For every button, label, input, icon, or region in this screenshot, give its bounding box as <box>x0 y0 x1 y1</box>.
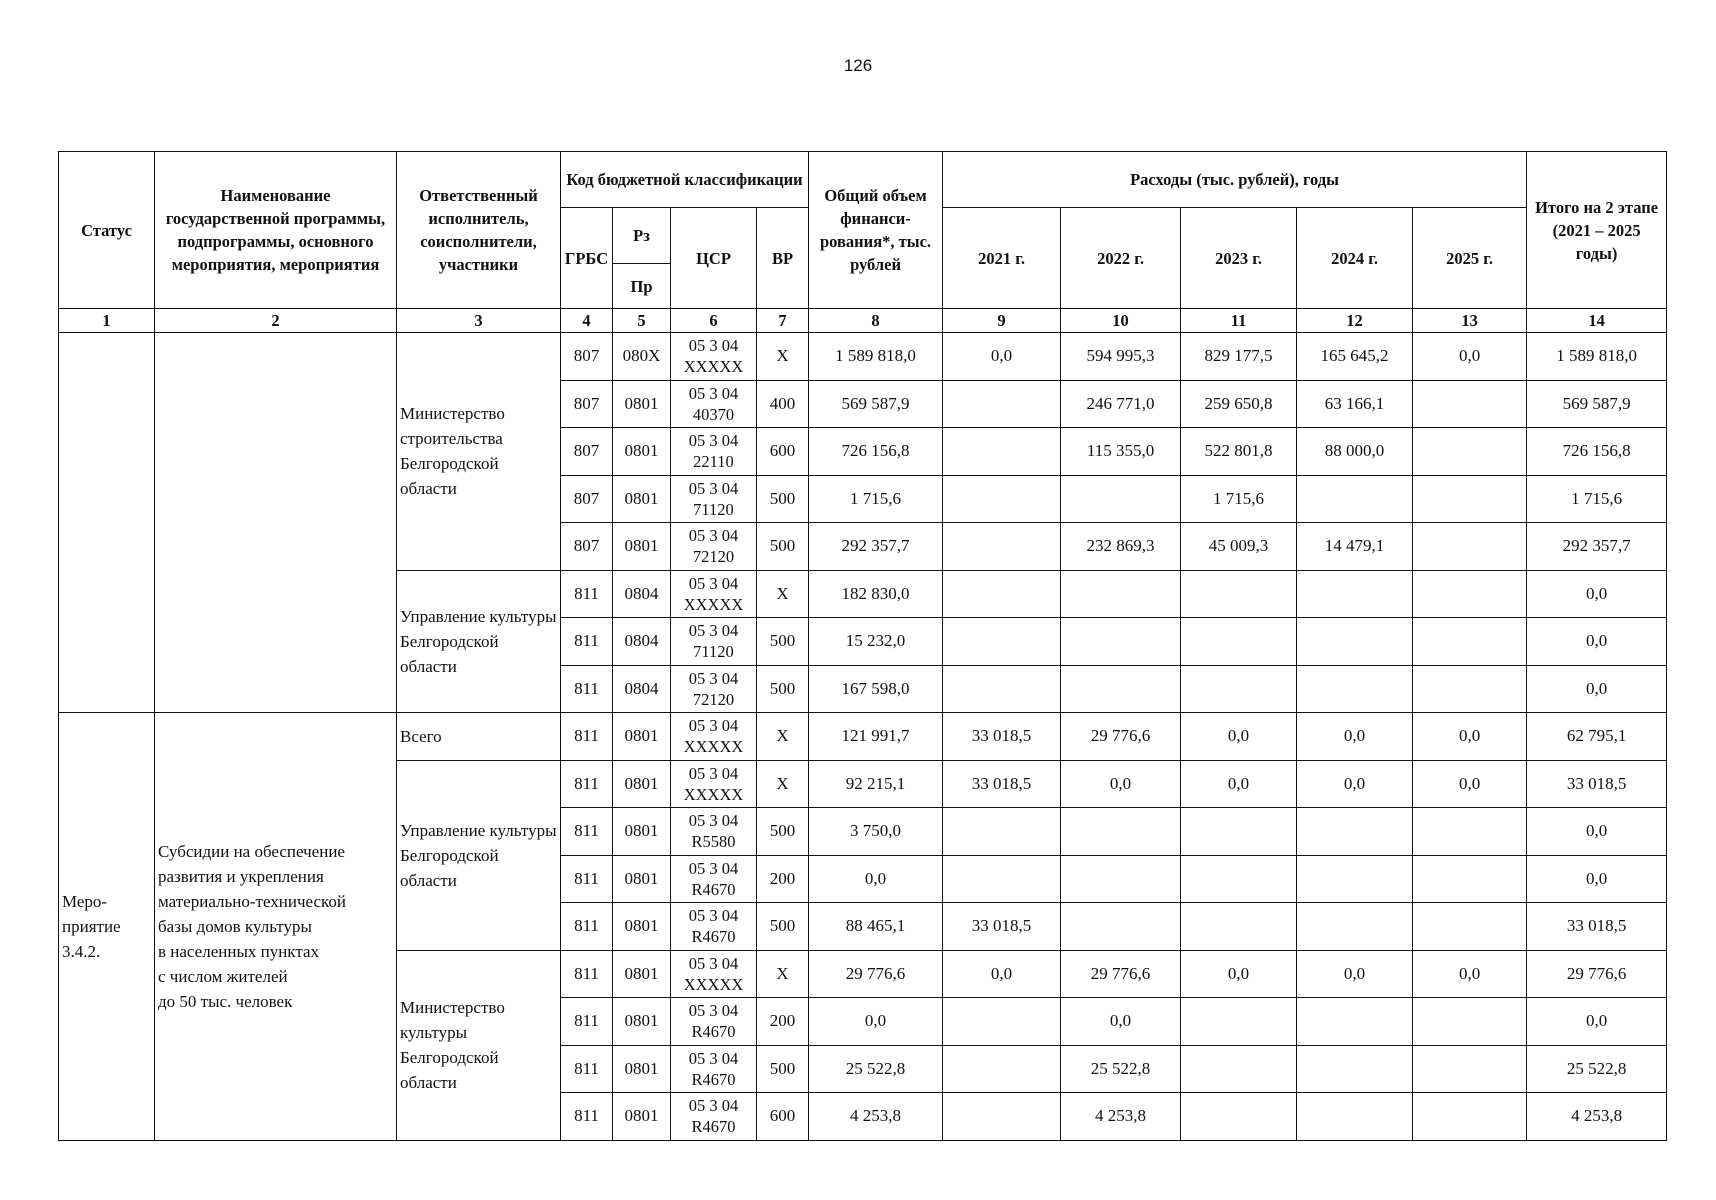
total-cell: 1 589 818,0 <box>809 333 943 381</box>
stage-cell: 0,0 <box>1527 618 1667 666</box>
y2024-cell <box>1297 903 1413 951</box>
y2024-cell <box>1297 998 1413 1046</box>
grbs-cell: 811 <box>561 808 613 856</box>
csr-cell <box>671 1045 757 1093</box>
csr-line2: R4670 <box>691 1117 736 1137</box>
y2025-cell <box>1413 665 1527 713</box>
csr-cell <box>671 903 757 951</box>
column-number: 5 <box>613 309 671 333</box>
csr-line2: 72120 <box>692 547 735 567</box>
y2025-cell <box>1413 1093 1527 1141</box>
rzpr-cell: 0801 <box>613 808 671 856</box>
stage-cell: 4 253,8 <box>1527 1093 1667 1141</box>
column-number: 11 <box>1181 309 1297 333</box>
y2025-cell: 0,0 <box>1413 760 1527 808</box>
status-cell: Меро- приятие 3.4.2. <box>59 713 155 1141</box>
rzpr-cell: 0801 <box>613 713 671 761</box>
y2025-cell <box>1413 523 1527 571</box>
csr-cell <box>671 380 757 428</box>
csr-line1: 05 3 04 <box>688 336 739 356</box>
rzpr-cell: 0804 <box>613 665 671 713</box>
header-csr: ЦСР <box>671 208 757 309</box>
csr-cell <box>671 618 757 666</box>
csr-line1: 05 3 04 <box>688 811 739 831</box>
y2023-cell <box>1181 1093 1297 1141</box>
csr-line2: XXXXX <box>683 357 744 377</box>
grbs-cell: 807 <box>561 475 613 523</box>
y2021-cell <box>943 665 1061 713</box>
y2024-cell: 0,0 <box>1297 760 1413 808</box>
grbs-cell: 811 <box>561 1045 613 1093</box>
total-cell: 92 215,1 <box>809 760 943 808</box>
csr-line2: R4670 <box>691 1022 736 1042</box>
rzpr-cell: 0801 <box>613 380 671 428</box>
vr-cell: 500 <box>757 1045 809 1093</box>
csr-cell <box>671 855 757 903</box>
column-numbers-row <box>59 309 1667 333</box>
y2023-cell: 45 009,3 <box>1181 523 1297 571</box>
header-year-2023: 2023 г. <box>1181 208 1297 309</box>
y2025-cell: 0,0 <box>1413 333 1527 381</box>
y2022-cell: 594 995,3 <box>1061 333 1181 381</box>
vr-cell: 500 <box>757 665 809 713</box>
y2025-cell <box>1413 1045 1527 1093</box>
column-number: 9 <box>943 309 1061 333</box>
column-number: 4 <box>561 309 613 333</box>
total-cell: 0,0 <box>809 855 943 903</box>
y2021-cell: 0,0 <box>943 950 1061 998</box>
y2023-cell <box>1181 903 1297 951</box>
total-cell: 29 776,6 <box>809 950 943 998</box>
csr-cell <box>671 1093 757 1141</box>
y2023-cell: 0,0 <box>1181 713 1297 761</box>
total-cell: 1 715,6 <box>809 475 943 523</box>
total-cell: 4 253,8 <box>809 1093 943 1141</box>
rzpr-cell: 0801 <box>613 903 671 951</box>
grbs-cell: 807 <box>561 428 613 476</box>
y2022-cell: 4 253,8 <box>1061 1093 1181 1141</box>
y2022-cell <box>1061 903 1181 951</box>
y2024-cell <box>1297 808 1413 856</box>
header-executor: Ответственный исполнитель, соисполнители, участники <box>397 152 561 309</box>
grbs-cell: 811 <box>561 665 613 713</box>
csr-line2: XXXXX <box>683 594 744 614</box>
y2021-cell <box>943 808 1061 856</box>
stage-cell: 33 018,5 <box>1527 760 1667 808</box>
y2023-cell <box>1181 665 1297 713</box>
y2023-cell: 259 650,8 <box>1181 380 1297 428</box>
csr-cell <box>671 475 757 523</box>
csr-line1: 05 3 04 <box>688 953 739 973</box>
y2024-cell: 0,0 <box>1297 713 1413 761</box>
y2022-cell: 0,0 <box>1061 998 1181 1046</box>
csr-cell <box>671 333 757 381</box>
table-row <box>59 713 1667 761</box>
csr-line2: XXXXX <box>683 974 744 994</box>
stage-cell: 0,0 <box>1527 998 1667 1046</box>
y2025-cell: 0,0 <box>1413 950 1527 998</box>
stage-cell: 33 018,5 <box>1527 903 1667 951</box>
vr-cell: 500 <box>757 903 809 951</box>
rzpr-cell: 0801 <box>613 998 671 1046</box>
header-rz: Рз <box>613 208 671 264</box>
y2024-cell <box>1297 665 1413 713</box>
total-cell: 121 991,7 <box>809 713 943 761</box>
y2023-cell: 1 715,6 <box>1181 475 1297 523</box>
header-year-2021: 2021 г. <box>943 208 1061 309</box>
page-number: 126 <box>843 56 873 75</box>
y2025-cell <box>1413 475 1527 523</box>
csr-cell <box>671 665 757 713</box>
y2025-cell <box>1413 380 1527 428</box>
y2022-cell: 232 869,3 <box>1061 523 1181 571</box>
header-year-2024: 2024 г. <box>1297 208 1413 309</box>
y2021-cell <box>943 998 1061 1046</box>
total-cell: 15 232,0 <box>809 618 943 666</box>
csr-line1: 05 3 04 <box>688 906 739 926</box>
y2024-cell: 14 479,1 <box>1297 523 1413 571</box>
total-cell: 0,0 <box>809 998 943 1046</box>
csr-cell <box>671 570 757 618</box>
y2025-cell <box>1413 903 1527 951</box>
rzpr-cell: 0801 <box>613 475 671 523</box>
total-cell: 25 522,8 <box>809 1045 943 1093</box>
y2023-cell <box>1181 570 1297 618</box>
rzpr-cell: 0801 <box>613 523 671 571</box>
csr-line2: R4670 <box>691 927 736 947</box>
csr-line1: 05 3 04 <box>688 1048 739 1068</box>
csr-cell <box>671 950 757 998</box>
y2023-cell <box>1181 618 1297 666</box>
total-cell: 569 587,9 <box>809 380 943 428</box>
y2023-cell: 829 177,5 <box>1181 333 1297 381</box>
csr-cell <box>671 808 757 856</box>
grbs-cell: 811 <box>561 570 613 618</box>
header-budget-code: Код бюджетной классификации <box>561 152 809 208</box>
stage-cell: 0,0 <box>1527 808 1667 856</box>
y2021-cell <box>943 380 1061 428</box>
y2021-cell <box>943 618 1061 666</box>
csr-line2: XXXXX <box>683 784 744 804</box>
csr-line2: R4670 <box>691 1069 736 1089</box>
executor-cell: Министерство строительства Белгородской области <box>397 333 561 571</box>
y2023-cell <box>1181 1045 1297 1093</box>
stage-cell: 1 715,6 <box>1527 475 1667 523</box>
stage-cell: 292 357,7 <box>1527 523 1667 571</box>
vr-cell: X <box>757 333 809 381</box>
csr-line1: 05 3 04 <box>688 858 739 878</box>
y2022-cell: 29 776,6 <box>1061 713 1181 761</box>
vr-cell: 400 <box>757 380 809 428</box>
csr-line1: 05 3 04 <box>688 383 739 403</box>
csr-line2: 71120 <box>693 499 734 519</box>
name-cell-empty <box>155 333 397 713</box>
column-number: 7 <box>757 309 809 333</box>
header-pr: Пр <box>613 264 671 309</box>
csr-cell <box>671 998 757 1046</box>
csr-line1: 05 3 04 <box>688 431 739 451</box>
y2022-cell <box>1061 618 1181 666</box>
vr-cell: X <box>757 570 809 618</box>
y2025-cell <box>1413 855 1527 903</box>
executor-cell: Министерство культуры Белгородской области <box>397 950 561 1140</box>
vr-cell: X <box>757 713 809 761</box>
y2022-cell <box>1061 475 1181 523</box>
rzpr-cell: 0801 <box>613 760 671 808</box>
executor-cell: Управление культуры Белгородской области <box>397 570 561 713</box>
grbs-cell: 811 <box>561 998 613 1046</box>
rzpr-cell: 0801 <box>613 428 671 476</box>
y2022-cell: 0,0 <box>1061 760 1181 808</box>
activity-name-cell: Субсидии на обеспечение развития и укрепления материально-технической базы домов культуры в населенных пунктах с числом жителей до 50 тыс. человек <box>155 713 397 1141</box>
column-number: 2 <box>155 309 397 333</box>
total-cell: 88 465,1 <box>809 903 943 951</box>
csr-line1: 05 3 04 <box>688 668 739 688</box>
vr-cell: 500 <box>757 475 809 523</box>
table-row <box>59 333 1667 381</box>
grbs-cell: 811 <box>561 1093 613 1141</box>
grbs-cell: 811 <box>561 903 613 951</box>
y2022-cell: 115 355,0 <box>1061 428 1181 476</box>
y2025-cell <box>1413 808 1527 856</box>
y2025-cell <box>1413 570 1527 618</box>
y2021-cell <box>943 1093 1061 1141</box>
grbs-cell: 807 <box>561 333 613 381</box>
y2021-cell: 33 018,5 <box>943 760 1061 808</box>
rzpr-cell: 080X <box>613 333 671 381</box>
csr-line2: R5580 <box>691 832 736 852</box>
header-grbs: ГРБС <box>561 208 613 309</box>
stage-cell: 1 589 818,0 <box>1527 333 1667 381</box>
rzpr-cell: 0804 <box>613 618 671 666</box>
column-number: 8 <box>809 309 943 333</box>
y2024-cell <box>1297 475 1413 523</box>
y2022-cell <box>1061 808 1181 856</box>
csr-cell <box>671 760 757 808</box>
column-number: 13 <box>1413 309 1527 333</box>
csr-line1: 05 3 04 <box>688 716 739 736</box>
vr-cell: 200 <box>757 855 809 903</box>
budget-table <box>58 151 1667 1141</box>
y2023-cell <box>1181 808 1297 856</box>
csr-cell <box>671 428 757 476</box>
csr-line1: 05 3 04 <box>688 1096 739 1116</box>
y2023-cell: 0,0 <box>1181 760 1297 808</box>
total-cell: 182 830,0 <box>809 570 943 618</box>
rzpr-cell: 0801 <box>613 950 671 998</box>
total-cell: 292 357,7 <box>809 523 943 571</box>
total-cell: 167 598,0 <box>809 665 943 713</box>
csr-line1: 05 3 04 <box>688 621 739 641</box>
stage-cell: 726 156,8 <box>1527 428 1667 476</box>
y2022-cell <box>1061 570 1181 618</box>
stage-cell: 25 522,8 <box>1527 1045 1667 1093</box>
vr-cell: 500 <box>757 523 809 571</box>
y2021-cell <box>943 1045 1061 1093</box>
y2025-cell <box>1413 428 1527 476</box>
y2024-cell: 88 000,0 <box>1297 428 1413 476</box>
y2024-cell: 63 166,1 <box>1297 380 1413 428</box>
y2021-cell: 33 018,5 <box>943 713 1061 761</box>
grbs-cell: 811 <box>561 760 613 808</box>
csr-line2: 71120 <box>693 642 734 662</box>
stage-cell: 0,0 <box>1527 855 1667 903</box>
vr-cell: X <box>757 760 809 808</box>
y2023-cell <box>1181 855 1297 903</box>
y2023-cell: 0,0 <box>1181 950 1297 998</box>
grbs-cell: 811 <box>561 618 613 666</box>
y2022-cell <box>1061 855 1181 903</box>
y2022-cell: 25 522,8 <box>1061 1045 1181 1093</box>
stage-cell: 0,0 <box>1527 665 1667 713</box>
vr-cell: X <box>757 950 809 998</box>
grbs-cell: 811 <box>561 855 613 903</box>
y2025-cell: 0,0 <box>1413 713 1527 761</box>
y2022-cell: 246 771,0 <box>1061 380 1181 428</box>
y2022-cell <box>1061 665 1181 713</box>
header-vr: ВР <box>757 208 809 309</box>
total-cell: 3 750,0 <box>809 808 943 856</box>
stage-cell: 569 587,9 <box>1527 380 1667 428</box>
y2024-cell <box>1297 570 1413 618</box>
y2024-cell <box>1297 618 1413 666</box>
grbs-cell: 811 <box>561 950 613 998</box>
csr-line1: 05 3 04 <box>688 526 739 546</box>
vr-cell: 200 <box>757 998 809 1046</box>
vr-cell: 500 <box>757 618 809 666</box>
grbs-cell: 807 <box>561 523 613 571</box>
vr-cell: 600 <box>757 1093 809 1141</box>
y2024-cell <box>1297 855 1413 903</box>
csr-line2: XXXXX <box>683 737 744 757</box>
y2021-cell <box>943 523 1061 571</box>
header-status: Статус <box>59 152 155 309</box>
y2021-cell <box>943 570 1061 618</box>
executor-cell: Управление культуры Белгородской области <box>397 760 561 950</box>
vr-cell: 600 <box>757 428 809 476</box>
csr-line2: 72120 <box>692 689 735 709</box>
total-cell: 726 156,8 <box>809 428 943 476</box>
header-name: Наименование государственной программы, подпрограммы, основного мероприятия, мероприятия <box>155 152 397 309</box>
csr-line1: 05 3 04 <box>688 763 739 783</box>
y2021-cell: 33 018,5 <box>943 903 1061 951</box>
csr-cell <box>671 523 757 571</box>
y2025-cell <box>1413 998 1527 1046</box>
y2024-cell <box>1297 1045 1413 1093</box>
stage-cell: 0,0 <box>1527 570 1667 618</box>
y2021-cell <box>943 428 1061 476</box>
csr-line1: 05 3 04 <box>688 573 739 593</box>
y2024-cell <box>1297 1093 1413 1141</box>
stage-cell: 29 776,6 <box>1527 950 1667 998</box>
executor-cell: Всего <box>397 713 561 761</box>
rzpr-cell: 0801 <box>613 1093 671 1141</box>
y2021-cell <box>943 855 1061 903</box>
header-year-2025: 2025 г. <box>1413 208 1527 309</box>
rzpr-cell: 0801 <box>613 1045 671 1093</box>
rzpr-cell: 0801 <box>613 855 671 903</box>
csr-line2: R4670 <box>691 879 736 899</box>
grbs-cell: 811 <box>561 713 613 761</box>
csr-line2: 22110 <box>693 452 734 472</box>
y2024-cell: 0,0 <box>1297 950 1413 998</box>
y2022-cell: 29 776,6 <box>1061 950 1181 998</box>
vr-cell: 500 <box>757 808 809 856</box>
csr-line1: 05 3 04 <box>688 1001 739 1021</box>
y2021-cell <box>943 475 1061 523</box>
column-number: 1 <box>59 309 155 333</box>
y2024-cell: 165 645,2 <box>1297 333 1413 381</box>
y2021-cell: 0,0 <box>943 333 1061 381</box>
column-number: 14 <box>1527 309 1667 333</box>
y2023-cell: 522 801,8 <box>1181 428 1297 476</box>
column-number: 6 <box>671 309 757 333</box>
stage-cell: 62 795,1 <box>1527 713 1667 761</box>
grbs-cell: 807 <box>561 380 613 428</box>
column-number: 3 <box>397 309 561 333</box>
column-number: 12 <box>1297 309 1413 333</box>
header-total-volume: Общий объем финанси-рования*, тыс. рублей <box>809 152 943 309</box>
header-expenses: Расходы (тыс. рублей), годы <box>943 152 1527 208</box>
csr-cell <box>671 713 757 761</box>
csr-line1: 05 3 04 <box>688 478 739 498</box>
csr-line2: 40370 <box>692 404 735 424</box>
y2025-cell <box>1413 618 1527 666</box>
column-number: 10 <box>1061 309 1181 333</box>
rzpr-cell: 0804 <box>613 570 671 618</box>
header-stage-total: Итого на 2 этапе (2021 – 2025 годы) <box>1527 152 1667 309</box>
status-cell-empty <box>59 333 155 713</box>
header-year-2022: 2022 г. <box>1061 208 1181 309</box>
y2023-cell <box>1181 998 1297 1046</box>
